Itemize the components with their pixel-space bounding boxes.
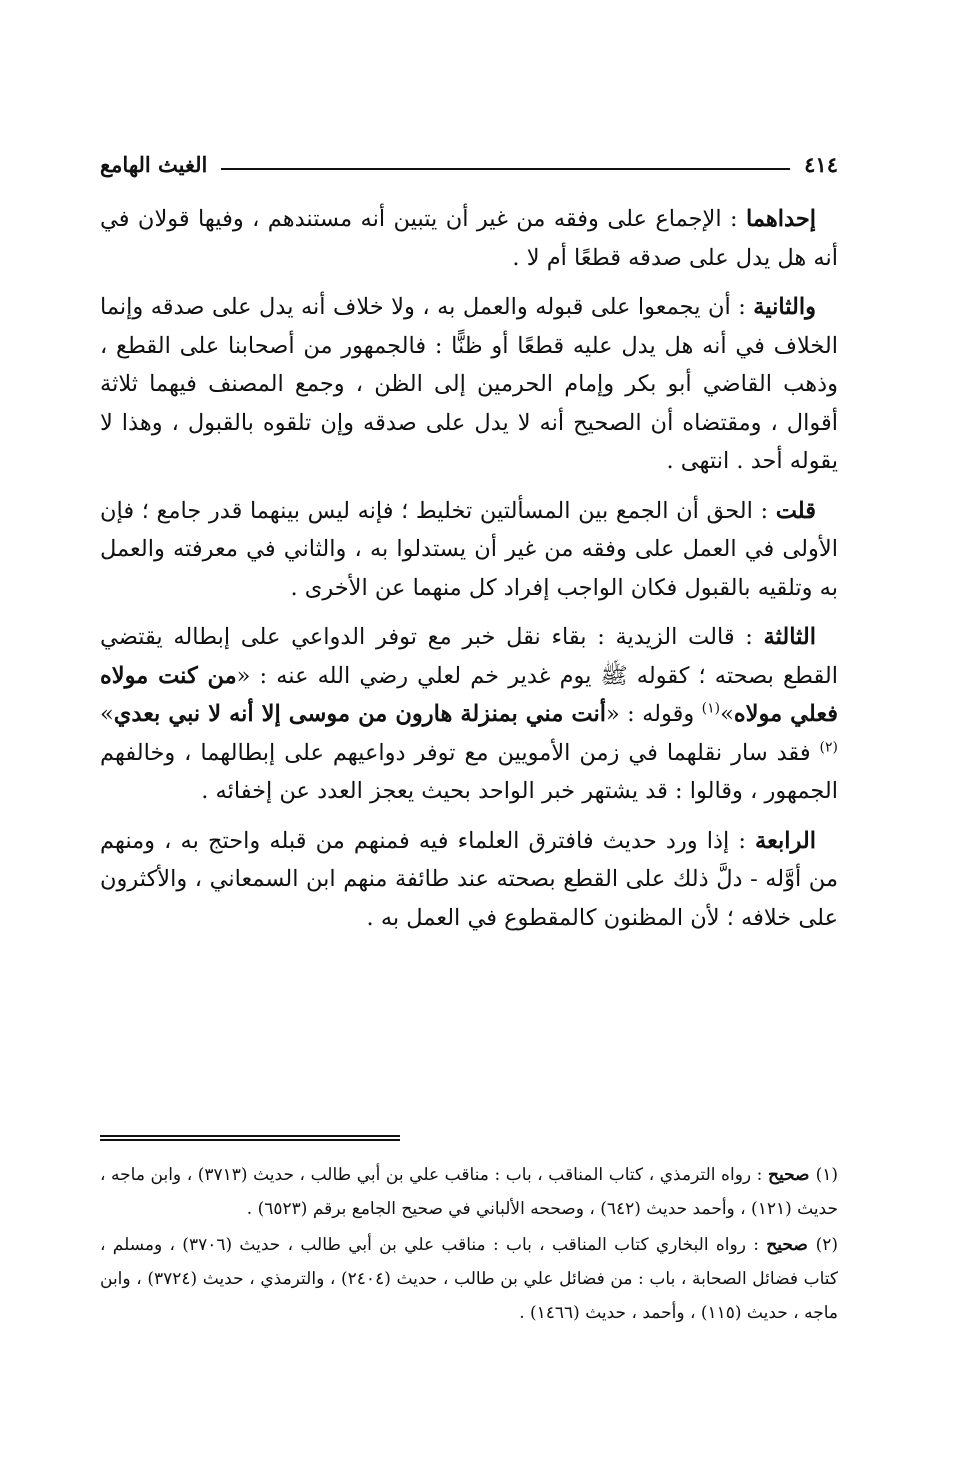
paragraph-note bbox=[100, 492, 838, 608]
footnote-ref: (١) bbox=[701, 700, 721, 717]
paragraph-text: : الإجماع على وفقه من غير أن يتبين أنه مستندهم ، وفيها قولان في أنه هل يدل على صدقه قطعًا أم لا . bbox=[100, 206, 838, 271]
paragraph-second bbox=[100, 288, 838, 481]
footnote-item bbox=[100, 1228, 838, 1330]
hadith-quote: من كنت مولاه فعلي مولاه bbox=[100, 662, 838, 727]
hadith-quote: أنت مني بمنزلة هارون من موسى إلا أنه لا نبي بعدي bbox=[113, 701, 607, 727]
footnote-text: : رواه الترمذي ، كتاب المناقب ، باب : مناقب علي بن أبي طالب ، حديث (٣٧١٣) ، وابن ماجه ، حديث (١٢١) ، وأحمد حديث (٦٤٢) ، وصححه الألباني في صحيح الجامع برقم (٦٥٢٣) . bbox=[100, 1165, 838, 1219]
paragraph-text: : إذا ورد حديث فافترق العلماء فيه فمنهم من قبله واحتج به ، ومنهم من أوَّله - دلَّ ذلك على القطع بصحته عند طائفة منهم ابن السمعاني ، والأكثرون على خلافه ؛ لأن المظنون كالمقطوع في العمل به . bbox=[100, 827, 838, 931]
footnote-number: (١) bbox=[815, 1165, 838, 1185]
paragraph-lead: والثانية bbox=[753, 294, 816, 320]
footnote-grade: صحيح bbox=[767, 1165, 816, 1185]
paragraph-text: وقوله : « bbox=[606, 701, 702, 727]
paragraph-text: : الحق أن الجمع بين المسألتين تخليط ؛ فإنه ليس بينهما قدر جامع ؛ فإن الأولى في العمل على وفقه من غير أن يستدلوا به ، والثاني في معرفته والعمل به وتلقيه بالقبول فكان الواجب إفراد كل منهما عن الأخرى . bbox=[100, 497, 838, 601]
footnote-text: : رواه البخاري كتاب المناقب ، باب : مناقب علي بن أبي طالب ، حديث (٣٧٠٦) ، ومسلم ، كتاب فضائل الصحابة ، باب : من فضائل علي بن طالب ، حديث (٢٤٠٤) ، والترمذي ، حديث (٣٧٢٤) ، وابن ماجه ، حديث (١١٥) ، وأحمد ، حديث (١٤٦٦) . bbox=[100, 1235, 838, 1323]
paragraph-text: : أن يجمعوا على قبوله والعمل به ، ولا خلاف أنه يدل على صدقه وإنما الخلاف في أنه هل يدل عليه قطعًا أو ظنًّا : فالجمهور من أصحابنا على القطع ، وذهب القاضي أبو بكر وإمام الحرمين إلى الظن ، وجمع المصنف فيهما ثلاثة أقوال ، ومقتضاه أن الصحيح أنه لا يدل على صدقه وإن تلقوه بالقبول ، وهذا لا يقوله أحد . انتهى . bbox=[100, 294, 838, 474]
footnote-separator bbox=[100, 1135, 400, 1141]
header-rule bbox=[221, 168, 790, 170]
footnotes bbox=[100, 1158, 838, 1332]
paragraph-text: : قالت الزيدية : بقاء نقل خبر مع توفر الدواعي على إبطاله يقتضي القطع بصحته ؛ كقوله ﷺ يوم غدير خم لعلي رضي الله عنه : « bbox=[100, 624, 838, 689]
paragraph-third bbox=[100, 618, 838, 811]
footnote-ref: (٢) bbox=[819, 739, 838, 755]
paragraph-lead: الرابعة bbox=[755, 827, 816, 854]
quote-close: » bbox=[100, 701, 114, 727]
book-title: الغيث الهامع bbox=[100, 152, 208, 177]
paragraph-lead: إحداهما bbox=[746, 206, 816, 232]
footnote-number: (٢) bbox=[815, 1235, 839, 1255]
paragraph-lead: قلت bbox=[775, 497, 816, 524]
main-text bbox=[100, 200, 838, 948]
paragraph-fourth bbox=[100, 822, 838, 938]
footnote-grade: صحيح bbox=[766, 1235, 816, 1255]
running-header bbox=[100, 141, 838, 175]
paragraph-first bbox=[100, 200, 838, 277]
paragraph-text: فقد سار نقلهما في زمن الأمويين مع توفر دواعيهم على إبطالهما ، وخالفهم الجمهور ، وقالوا : قد يشتهر خبر الواحد بحيث يعجز العدد عن إخفائه . bbox=[100, 739, 838, 804]
paragraph-lead: الثالثة bbox=[763, 624, 816, 650]
footnote-item bbox=[100, 1158, 838, 1226]
quote-close: » bbox=[720, 701, 734, 727]
book-page bbox=[100, 0, 838, 1478]
page-number: ٤١٤ bbox=[804, 152, 838, 177]
